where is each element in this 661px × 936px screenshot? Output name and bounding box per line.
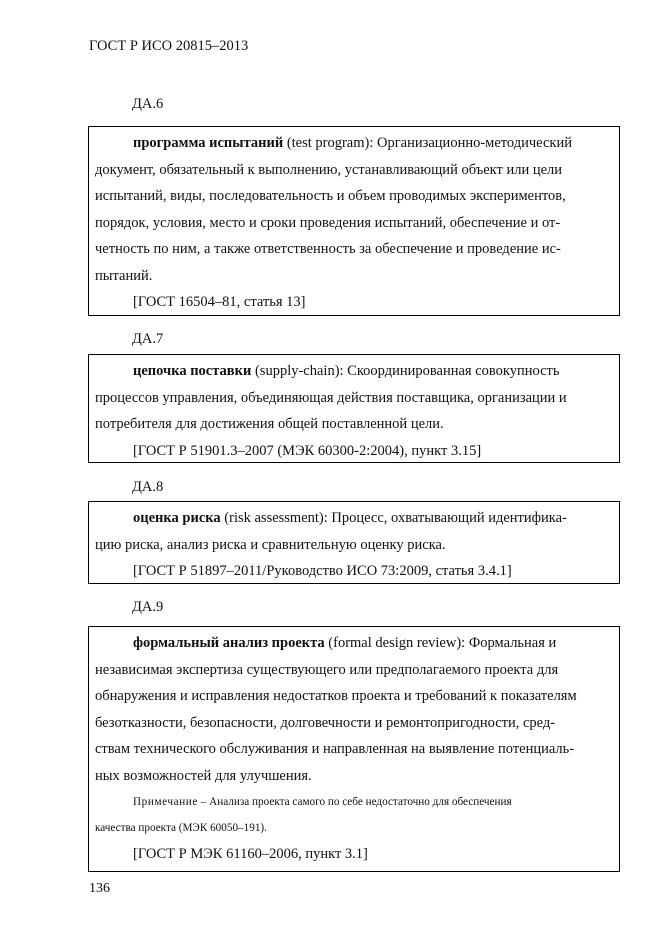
source-reference: [ГОСТ 16504–81, статья 13] <box>133 294 306 310</box>
term: формальный анализ проекта <box>133 635 325 651</box>
term: программа испытаний <box>133 135 284 151</box>
term: цепочка поставки <box>133 363 252 379</box>
note: Примечание – Анализа проекта самого по себе недостаточно для обеспечения качества проекта (МЭК 60050–191). <box>95 796 512 834</box>
term: оценка риска <box>133 510 221 526</box>
definition-text: цепочка поставки (supply-chain): Скоординированная совокупность процессов управления, объединяющая действия поставщика, организации и потребителя для достижения общей поставленной цели. <box>95 363 567 432</box>
definition-text: оценка риска (risk assessment): Процесс, охватывающий идентифика- цию риска, анализ риска и сравнительную оценку риска. <box>95 510 567 553</box>
definition-box-da6 <box>88 126 620 316</box>
definition-text: программа испытаний (test program): Организационно-методический документ, обязательный к выполнению, устанавливающий объект или цели испытаний, виды, последовательность и объем проводимых экспериментов, порядок, условия, место и сроки проведения испытаний, обеспечение и от- четность по ним, а также ответственность за обеспечение и проведение ис- пытаний. <box>95 135 572 284</box>
definition-box-da8 <box>88 501 620 584</box>
entry-label-da6: ДА.6 <box>132 96 164 112</box>
note-label: Примечание <box>133 796 198 808</box>
source-reference: [ГОСТ Р 51901.3–2007 (МЭК 60300-2:2004), пункт 3.15] <box>133 442 482 459</box>
entry-label-da7: ДА.7 <box>132 331 164 347</box>
document-header: ГОСТ Р ИСО 20815–2013 <box>89 38 249 54</box>
definition-box-da7 <box>88 354 620 463</box>
source-reference: [ГОСТ Р 51897–2011/Руководство ИСО 73:2009, статья 3.4.1] <box>133 563 512 579</box>
entry-label-da9: ДА.9 <box>132 599 164 615</box>
definition-box-da9 <box>88 626 620 872</box>
source-reference: [ГОСТ Р МЭК 61160–2006, пункт 3.1] <box>133 846 368 862</box>
definition-text: формальный анализ проекта (formal design review): Формальная и независимая экспертиза существующего или предполагаемого проекта для обнаружения и исправления недостатков проекта и требований к показателям безотказности, безопасности, долговечности и ремонтопригодности, сред- ствам технического обслуживания и направленная на выявление потенциаль- ных возможностей для улучшения. <box>95 635 577 784</box>
page-number: 136 <box>89 881 110 896</box>
entry-label-da8: ДА.8 <box>132 479 164 495</box>
